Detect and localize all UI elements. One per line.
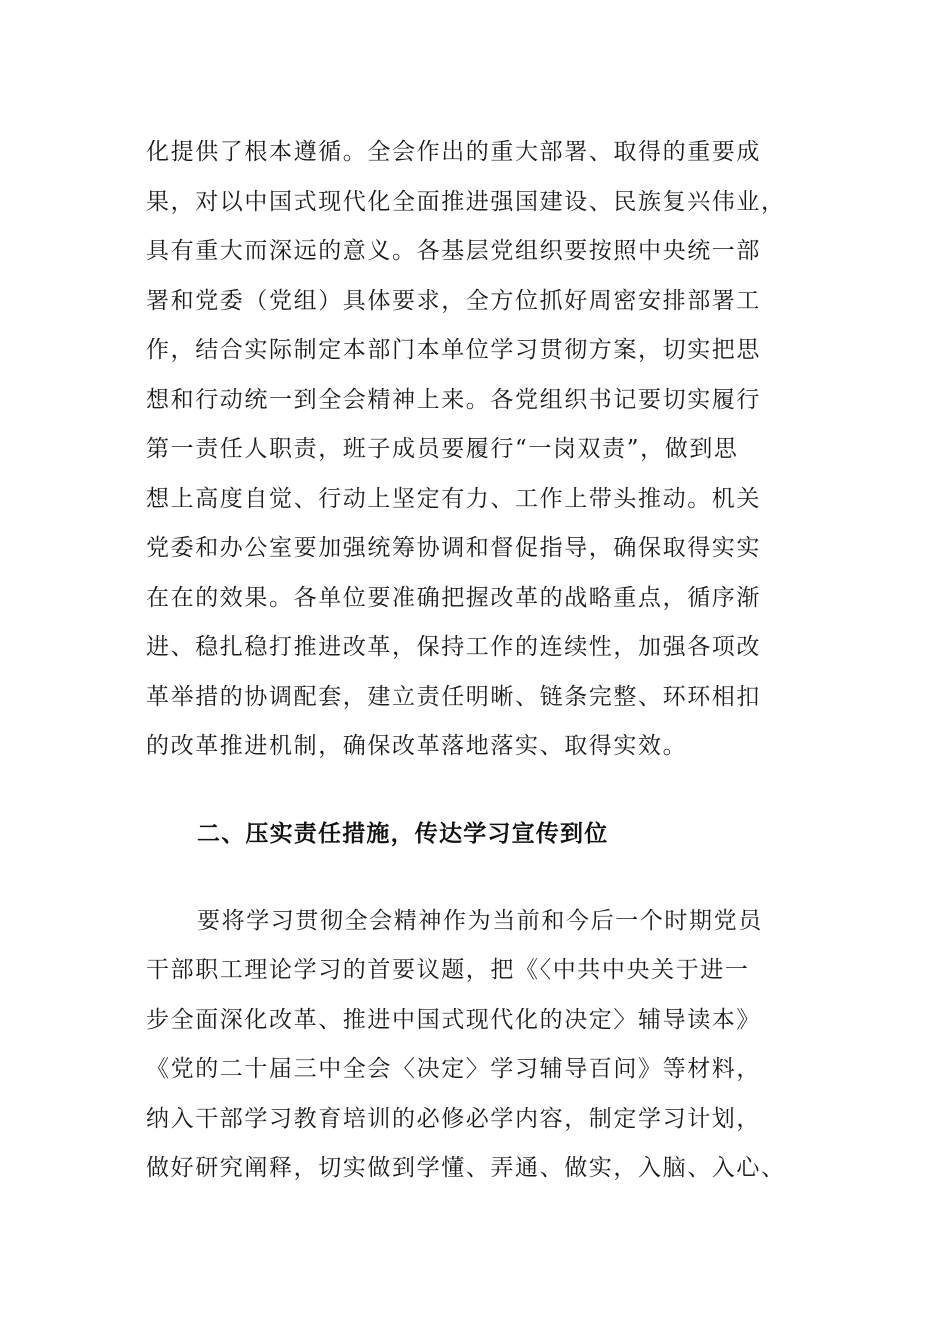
paragraph-line: 要将学习贯彻全会精神作为当前和今后一个时期党员	[197, 908, 763, 934]
paragraph-line: 果，对以中国式现代化全面推进强国建设、民族复兴伟业，	[146, 189, 786, 215]
paragraph-line: 想和行动统一到全会精神上来。各党组织书记要切实履行	[146, 387, 761, 413]
paragraph-line: 化提供了根本遵循。全会作出的重大部署、取得的重要成	[146, 139, 761, 165]
paragraph-line: 《党的二十届三中全会〈决定〉学习辅导百问》等材料，	[146, 1056, 761, 1082]
paragraph-line: 在在的效果。各单位要准确把握改革的战略重点，循序渐	[146, 585, 761, 611]
paragraph-line: 党委和办公室要加强统筹协调和督促指导，确保取得实实	[146, 535, 761, 561]
paragraph-line: 具有重大而深远的意义。各基层党组织要按照中央统一部	[146, 238, 761, 264]
paragraph-line: 革举措的协调配套，建立责任明晰、链条完整、环环相扣	[146, 684, 761, 710]
paragraph-line: 纳入干部学习教育培训的必修必学内容，制定学习计划，	[146, 1106, 761, 1132]
section-heading: 二、压实责任措施，传达学习宣传到位	[197, 821, 609, 847]
paragraph-line: 第一责任人职责，班子成员要履行“一岗双责”，做到思	[146, 436, 739, 462]
paragraph-line: 步全面深化改革、推进中国式现代化的决定〉辅导读本》	[146, 1007, 761, 1033]
paragraph-line: 署和党委（党组）具体要求，全方位抓好周密安排部署工	[146, 288, 761, 314]
paragraph-line: 干部职工理论学习的首要议题，把《〈中共中央关于进一	[146, 957, 750, 983]
paragraph-line: 作，结合实际制定本部门本单位学习贯彻方案，切实把思	[146, 337, 761, 363]
paragraph-line: 的改革推进机制，确保改革落地落实、取得实效。	[146, 733, 688, 759]
paragraph-line: 做好研究阐释，切实做到学懂、弄通、做实，入脑、入心、	[146, 1155, 786, 1181]
paragraph-line: 想上高度自觉、行动上坚定有力、工作上带头推动。机关	[146, 486, 761, 512]
paragraph-line: 进、稳扎稳打推进改革，保持工作的连续性，加强各项改	[146, 634, 761, 660]
